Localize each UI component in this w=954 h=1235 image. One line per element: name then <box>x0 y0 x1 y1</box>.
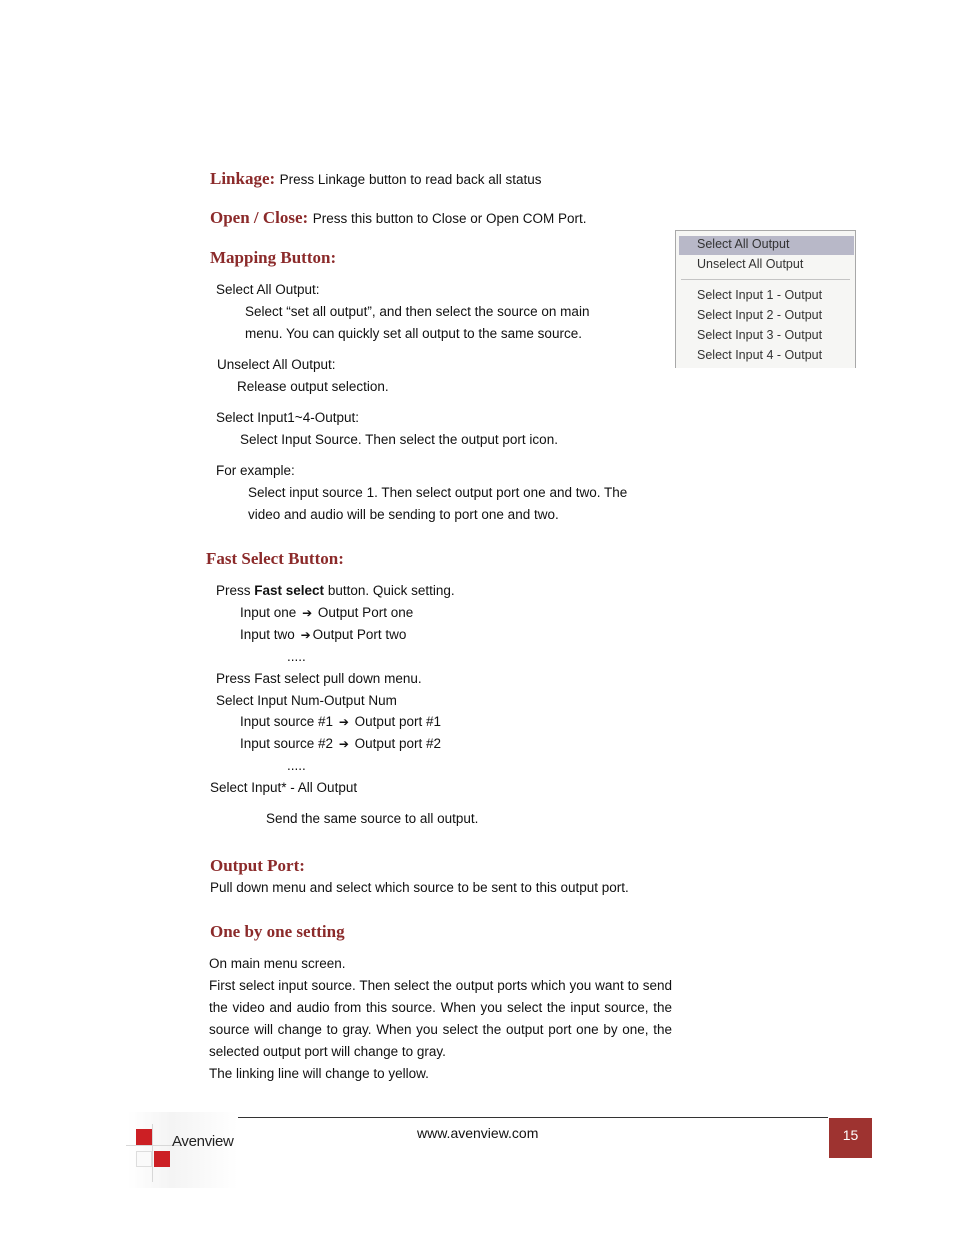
open-close-heading: Open / Close: <box>210 208 309 227</box>
arrow-right-icon: ➔ <box>302 606 313 620</box>
open-close-line <box>210 208 587 230</box>
press-text-post: button. Quick setting. <box>324 583 455 598</box>
select-input-desc: Select Input Source. Then select the output port icon. <box>240 432 558 447</box>
fast-pulldown-text: Press Fast select pull down menu. <box>216 671 422 686</box>
arrow-right-icon: ➔ <box>338 715 349 729</box>
select-all-title: Select All Output: <box>216 282 320 297</box>
logo-white-square <box>136 1151 152 1167</box>
footer-rule <box>145 1117 828 1118</box>
menu-item-unselect-all[interactable]: Unselect All Output <box>697 257 804 271</box>
select-all-desc-1: Select “set all output”, and then select the source on main <box>245 304 590 319</box>
arrow-right-icon: ➔ <box>300 628 311 642</box>
row4-input: Input source #2 <box>240 736 334 751</box>
row1-input: Input one <box>240 605 297 620</box>
row2-input: Input two <box>240 627 295 642</box>
menu-item-input-4[interactable]: Select Input 4 - Output <box>697 348 823 362</box>
logo-red-square-2 <box>154 1151 170 1167</box>
fast-all-output: Select Input* - All Output <box>210 780 358 795</box>
fast-row-1 <box>240 602 413 624</box>
row3-input: Input source #1 <box>240 714 334 729</box>
row4-output: Output port #2 <box>354 736 441 751</box>
menu-item-input-2[interactable]: Select Input 2 - Output <box>697 308 823 322</box>
output-port-heading: Output Port: <box>210 856 305 875</box>
fast-row-2 <box>240 624 406 646</box>
logo-red-square-1 <box>136 1129 152 1145</box>
fast-dots-2: ..... <box>287 758 306 773</box>
row1-output: Output Port one <box>317 605 414 620</box>
menu-item-select-all[interactable]: Select All Output <box>697 237 790 251</box>
output-port-desc: Pull down menu and select which source to be sent to this output port. <box>210 880 629 895</box>
arrow-right-icon: ➔ <box>338 737 349 751</box>
mapping-heading: Mapping Button: <box>210 248 337 267</box>
avenview-logo <box>118 1112 246 1188</box>
unselect-title: Unselect All Output: <box>217 357 336 372</box>
footer-url[interactable]: www.avenview.com <box>417 1125 539 1141</box>
fast-select-num: Select Input Num-Output Num <box>216 693 397 708</box>
fast-all-output-desc: Send the same source to all output. <box>266 811 479 826</box>
fast-row-4 <box>240 733 441 755</box>
linkage-heading: Linkage: <box>210 169 276 188</box>
example-desc-1: Select input source 1. Then select output port one and two. The <box>248 485 628 500</box>
unselect-desc: Release output selection. <box>237 379 389 394</box>
linkage-line <box>210 169 542 191</box>
menu-item-input-3[interactable]: Select Input 3 - Output <box>697 328 823 342</box>
mapping-dropdown-menu <box>675 230 856 368</box>
page-number: 15 <box>829 1118 872 1158</box>
one-by-one-heading: One by one setting <box>210 922 345 941</box>
fast-select-heading: Fast Select Button: <box>206 549 344 568</box>
example-desc-2: video and audio will be sending to port one and two. <box>248 507 559 522</box>
row3-output: Output port #1 <box>354 714 441 729</box>
select-input-title: Select Input1~4-Output: <box>216 410 359 425</box>
linkage-text: Press Linkage button to read back all status <box>279 172 542 187</box>
press-text-bold: Fast select <box>254 583 325 598</box>
logo-text: Avenview <box>172 1133 234 1150</box>
menu-item-input-1[interactable]: Select Input 1 - Output <box>697 288 823 302</box>
row2-output: Output Port two <box>312 627 407 642</box>
fast-row-3 <box>240 711 441 733</box>
one-by-one-line-2: First select input source. Then select the output ports which you want to send the video and audio from this source. When you select the input source, the source will change to gray. When you select the output port one by one, the selected output port will change to gray. <box>209 978 672 1059</box>
press-text-pre: Press <box>216 583 255 598</box>
fast-dots-1: ..... <box>287 649 306 664</box>
example-title: For example: <box>216 463 295 478</box>
one-by-one-line-3: The linking line will change to yellow. <box>209 1066 429 1081</box>
one-by-one-line-1: On main menu screen. <box>209 956 346 971</box>
one-by-one-body <box>209 953 672 1085</box>
open-close-text: Press this button to Close or Open COM Port. <box>312 211 587 226</box>
menu-separator <box>681 279 850 280</box>
fast-select-press <box>216 580 455 602</box>
select-all-desc-2: menu. You can quickly set all output to the same source. <box>245 326 582 341</box>
